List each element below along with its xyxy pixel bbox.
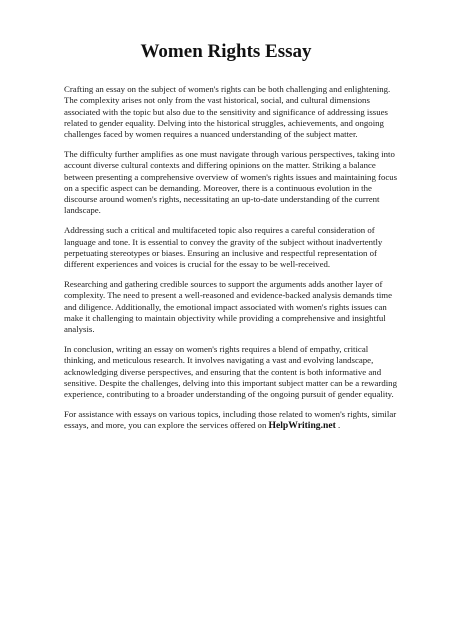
document-title: Women Rights Essay [140, 41, 312, 62]
closing-paragraph [64, 409, 399, 432]
paragraph-3: Addressing such a critical and multifaceted topic also requires a careful consideration of language and tone. It is essential to convey the gravity of the subject without inadvertently perpetuating stereotypes or biases. Ensuring an inclusive and respectful representation of different experiences and voices is crucial for the essay to be well-received. [64, 225, 383, 270]
paragraph-5: In conclusion, writing an essay on women's rights requires a blend of empathy, critical thinking, and meticulous research. It involves navigating a vast and evolving landscape, acknowledging diverse perspectives, and ensuring that the content is both informative and sensitive. Despite the challenges, delving into this important subject matter can be a rewarding experience, contributing to a broader understanding of the ongoing pursuit of gender equality. [64, 343, 397, 400]
paragraph-1: Crafting an essay on the subject of women's rights can be both challenging and enlightening. The complexity arises not only from the vast historical, social, and cultural dimensions associated with the topic but also due to the sensitivity and significance of addressing issues related to gender equality. Delving into the historical struggles, achievements, and ongoing challenges faced by women requires a nuanced understanding of the subject matter. [64, 84, 391, 140]
document-body [64, 84, 399, 440]
paragraph-2: The difficulty further amplifies as one must navigate through various perspectives, taking into account diverse cultural contexts and differing opinions on the matter. Striking a balance between presenting a comprehensive overview of women's rights issues and maintaining focus on a specific aspect can be demanding. Moreover, there is a continuous evolution in the discourse around women's rights, necessitating an up-to-date understanding of the current landscape. [64, 148, 398, 216]
helpwriting-link[interactable]: HelpWriting.net [268, 420, 336, 432]
closing-end: . [335, 420, 341, 431]
paragraph-4: Researching and gathering credible sources to support the arguments adds another layer of complexity. The need to present a well-reasoned and evidence-backed analysis demands time and diligence. Additionally, the emotional impact associated with women's rights issues can make it challenging to maintain objectivity while providing a comprehensive and insightful analysis. [64, 278, 393, 335]
closing-text: For assistance with essays on various topics, including those related to women's rights, similar essays, and more, you can explore the services offered on [64, 408, 397, 431]
